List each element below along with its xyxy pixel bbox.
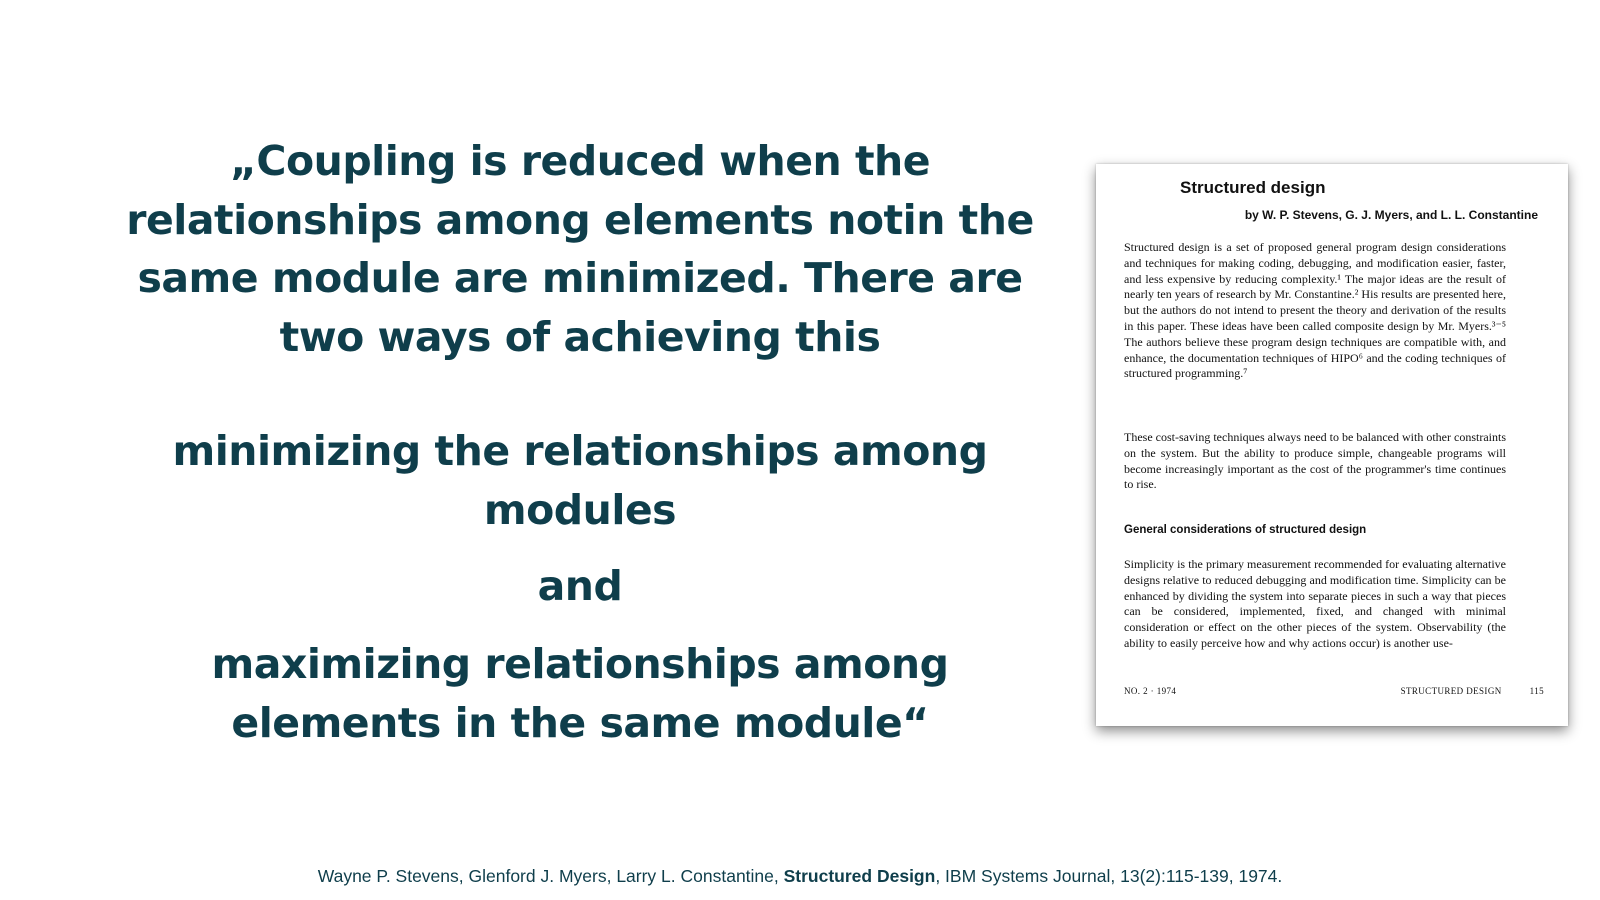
paper-authors: by W. P. Stevens, G. J. Myers, and L. L. Constantine <box>1244 208 1538 222</box>
paper-section-heading: General considerations of structured design <box>1124 524 1367 536</box>
quote-alternative-2: maximizing relationships among elements in the same module“ <box>211 640 949 747</box>
paper-paragraph-1: Structured design is a set of proposed general program design considerations and techniques for making coding, debugging, and modification easier, faster, and less expensive by reducing complexity.¹ The major ideas are the result of nearly ten years of research by Mr. Constantine.² His results are presented here, but the authors do not intend to present the theory and derivation of the results in this paper. These ideas have been called composite design by Mr. Myers.³⁻⁵ The authors believe these program design techniques are compatible with, and enhance, the documentation techniques of HIPO⁶ and the coding techniques of structured programming.⁷ <box>1124 240 1506 381</box>
quote-main: „Coupling is reduced when the relationships among elements notin the same module are minimized. There are two ways of achieving this <box>126 137 1034 361</box>
quote-conjunction: and <box>537 562 623 610</box>
citation-title: Structured Design <box>783 866 936 886</box>
paper-paragraph-3: Simplicity is the primary measurement recommended for evaluating alternative designs relative to reduced debugging and modification time. Simplicity can be enhanced by dividing the system into separate pieces in such a way that pieces can be considered, implemented, fixed, and changed with minimal consideration or effect on the other pieces of the system. Observability (the ability to easily perceive how and why actions occur) is another use- <box>1124 557 1506 650</box>
paper-footer-running-title: STRUCTURED DESIGN <box>1400 686 1502 696</box>
citation-authors: Wayne P. Stevens, Glenford J. Myers, Larry L. Constantine, <box>317 866 784 886</box>
paper-title: Structured design <box>1180 178 1326 197</box>
paper-excerpt-image <box>1096 164 1568 726</box>
quote-alternative-1: minimizing the relationships among modules <box>172 427 988 534</box>
quote-block <box>110 132 1050 752</box>
paper-paragraph-2: These cost-saving techniques always need to be balanced with other constraints on the system. But the ability to produce simple, changeable programs will become increasingly important as the cost of the programmer's time continues to rise. <box>1124 430 1506 492</box>
citation-source: , IBM Systems Journal, 13(2):115-139, 1974. <box>935 866 1283 886</box>
paper-footer <box>1124 686 1544 696</box>
paper-footer-issue: NO. 2 · 1974 <box>1124 686 1177 696</box>
citation <box>0 866 1600 887</box>
paper-footer-page: 115 <box>1529 686 1544 696</box>
